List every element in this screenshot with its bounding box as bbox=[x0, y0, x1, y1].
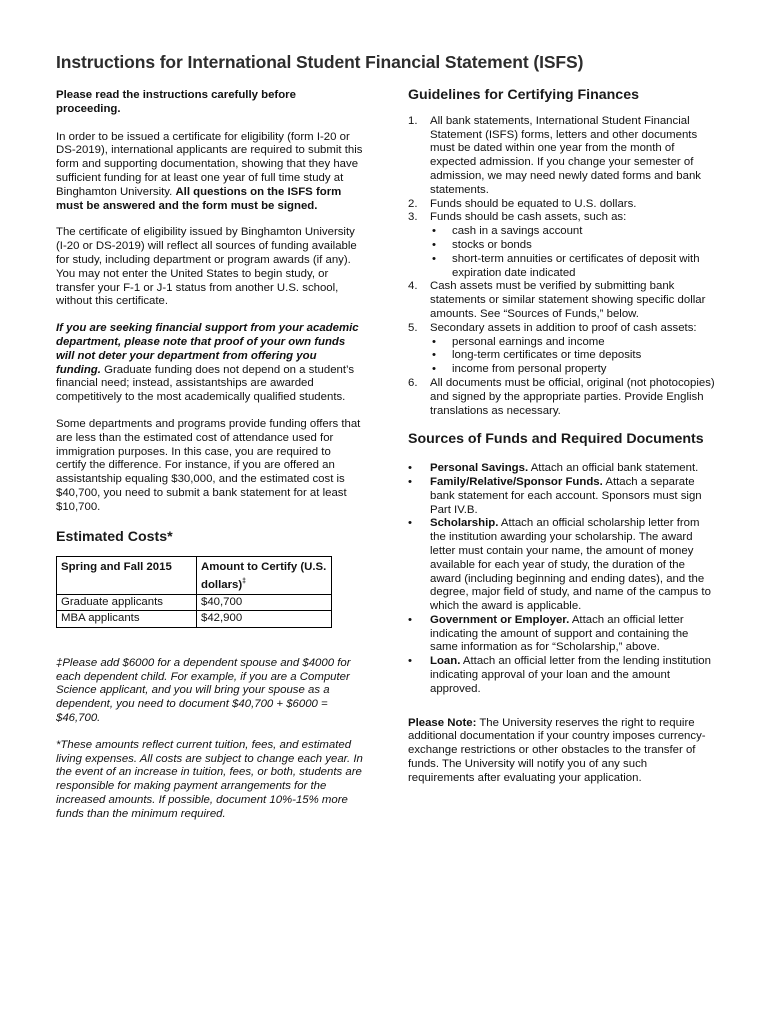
list-item: • long-term certificates or time deposits bbox=[430, 349, 716, 363]
please-note-paragraph: Please Note: The University reserves the right to require additional documentation if your country imposes currency-exchange restrictions or other obstacles to the transfer of funds. The University will notify you of any such requirements after evaluating your application. bbox=[408, 716, 706, 784]
list-item: 2. Funds should be equated to U.S. dollars. bbox=[408, 197, 637, 210]
table-cell-amount: $42,900 bbox=[197, 611, 332, 627]
left-column bbox=[56, 89, 363, 822]
table-cell-amount: $40,700 bbox=[197, 594, 332, 610]
certificate-paragraph: The certificate of eligibility issued by Binghamton University (I-20 or DS-2019) will reflect all sources of funding available for study, including department or program awards (if any). You may not enter the United States to begin study, or transfer your F-1 or J-1 status from another U.S. school, without this certificate. bbox=[56, 226, 357, 308]
list-item: • cash in a savings account bbox=[430, 225, 716, 239]
list-item: • Loan. Attach an official letter from the lending institution indicating approval of your loan and the amount approved. bbox=[408, 655, 716, 696]
list-item: • short-term annuities or certificates of deposit with expiration date indicated bbox=[430, 253, 716, 281]
guidelines-list bbox=[408, 115, 716, 419]
page-title: Instructions for International Student Financial Statement (ISFS) bbox=[56, 52, 584, 72]
list-item: • income from personal property bbox=[430, 363, 716, 377]
sources-list bbox=[408, 462, 716, 697]
table-header-row bbox=[57, 557, 332, 595]
list-item: • stocks or bonds bbox=[430, 239, 716, 253]
table-row bbox=[57, 594, 332, 610]
list-item: • Family/Relative/Sponsor Funds. Attach a separate bank statement for each account. Sponsors must sign Part IV.B. bbox=[408, 476, 716, 517]
cash-assets-list bbox=[430, 225, 716, 280]
list-item: • Personal Savings. Attach an official bank statement. bbox=[408, 462, 716, 476]
list-item: • personal earnings and income bbox=[430, 336, 716, 350]
list-item: • Scholarship. Attach an official scholarship letter from the institution awarding your scholarship. The award letter must contain your name, the amount of money available for each year of study, the duration of the award (including beginning and ending dates), and the degree, major field of study, and name of the campus to which the award is applicable. bbox=[408, 517, 716, 614]
list-item: 3. Funds should be cash assets, such as: • cash in a savings account • stocks or bonds • short-term annuities or certificates of deposit with expiration date indicated bbox=[408, 211, 716, 280]
funding-bold-note: If you are seeking financial support from your academic department, please note that proof of your own funds will not deter your department from offering you funding. bbox=[56, 322, 359, 376]
difference-paragraph: Some departments and programs provide funding offers that are less than the estimated cost of attendance used for immigration purposes. In this case, you are required to certify the difference. For instance, if you are offered an assistantship equaling $30,000, and the estimated cost is $40,700, you need to submit a bank statement for at least $10,700. bbox=[56, 417, 361, 513]
eligibility-paragraph: In order to be issued a certificate for eligibility (form I-20 or DS-2019), international applicants are required to submit this form and supporting documentation, showing that they have sufficient funding for at least one year of full time study at Binghamton University. All questions on the ISFS form must be answered and the form must be signed. bbox=[56, 130, 363, 212]
list-item: 6. All documents must be official, original (not photocopies) and signed by the appropriate parties. Provide English translations as necessary. bbox=[408, 376, 715, 417]
table-row bbox=[57, 611, 332, 627]
please-note-label: Please Note: bbox=[408, 716, 477, 729]
estimated-costs-table bbox=[56, 556, 332, 627]
sources-heading: Sources of Funds and Required Documents bbox=[408, 431, 704, 448]
table-cell-label: MBA applicants bbox=[57, 611, 197, 627]
funding-paragraph: If you are seeking financial support from your academic department, please note that proof of your own funds will not deter your department from offering you funding. Graduate funding does not depend on a student’s financial need; instead, assistantships are awarded competitively to the most academically qualified students. bbox=[56, 322, 359, 404]
list-item: • Government or Employer. Attach an official letter indicating the amount of support and containing the same information as for “Scholarship,” above. bbox=[408, 614, 716, 655]
eligibility-bold-note: All questions on the ISFS form must be answered and the form must be signed. bbox=[56, 185, 342, 212]
right-column bbox=[408, 89, 716, 786]
guidelines-heading: Guidelines for Certifying Finances bbox=[408, 87, 639, 103]
list-item: 4. Cash assets must be verified by submitting bank statements or similar statement showing specific dollar amounts. See “Sources of Funds,” below. bbox=[408, 280, 706, 320]
costs-footnote: *These amounts reflect current tuition, fees, and estimated living expenses. All costs are subject to change each year. In the event of an increase in tuition, fees, or both, students are responsible for making payment arrangements for the increased amounts. If possible, document 10%-15% more funds than the minimum required. bbox=[56, 738, 363, 820]
estimated-costs-heading: Estimated Costs* bbox=[56, 528, 173, 545]
table-header-amount: Amount to Certify (U.S. dollars)‡ bbox=[197, 557, 332, 595]
intro-lead: Please read the instructions carefully before proceeding. bbox=[56, 89, 296, 115]
table-header-term: Spring and Fall 2015 bbox=[57, 557, 197, 595]
list-item: 5. Secondary assets in addition to proof of cash assets: • personal earnings and income • long-term certificates or time deposits • income from personal property bbox=[408, 322, 716, 377]
list-item: 1. All bank statements, International Student Financial Statement (ISFS) forms, letters and other documents must be dated within one year from the month of expected admission. If you change your semester of admission, we may need newly dated forms and bank statements. bbox=[408, 114, 701, 196]
secondary-assets-list bbox=[430, 336, 716, 377]
table-cell-label: Graduate applicants bbox=[57, 594, 197, 610]
dependent-note: ‡Please add $6000 for a dependent spouse and $4000 for each dependent child. For example, if you are a Computer Science applicant, and you will bring your spouse as a dependent, you need to document $40,700 + $6000 = $46,700. bbox=[56, 656, 351, 724]
